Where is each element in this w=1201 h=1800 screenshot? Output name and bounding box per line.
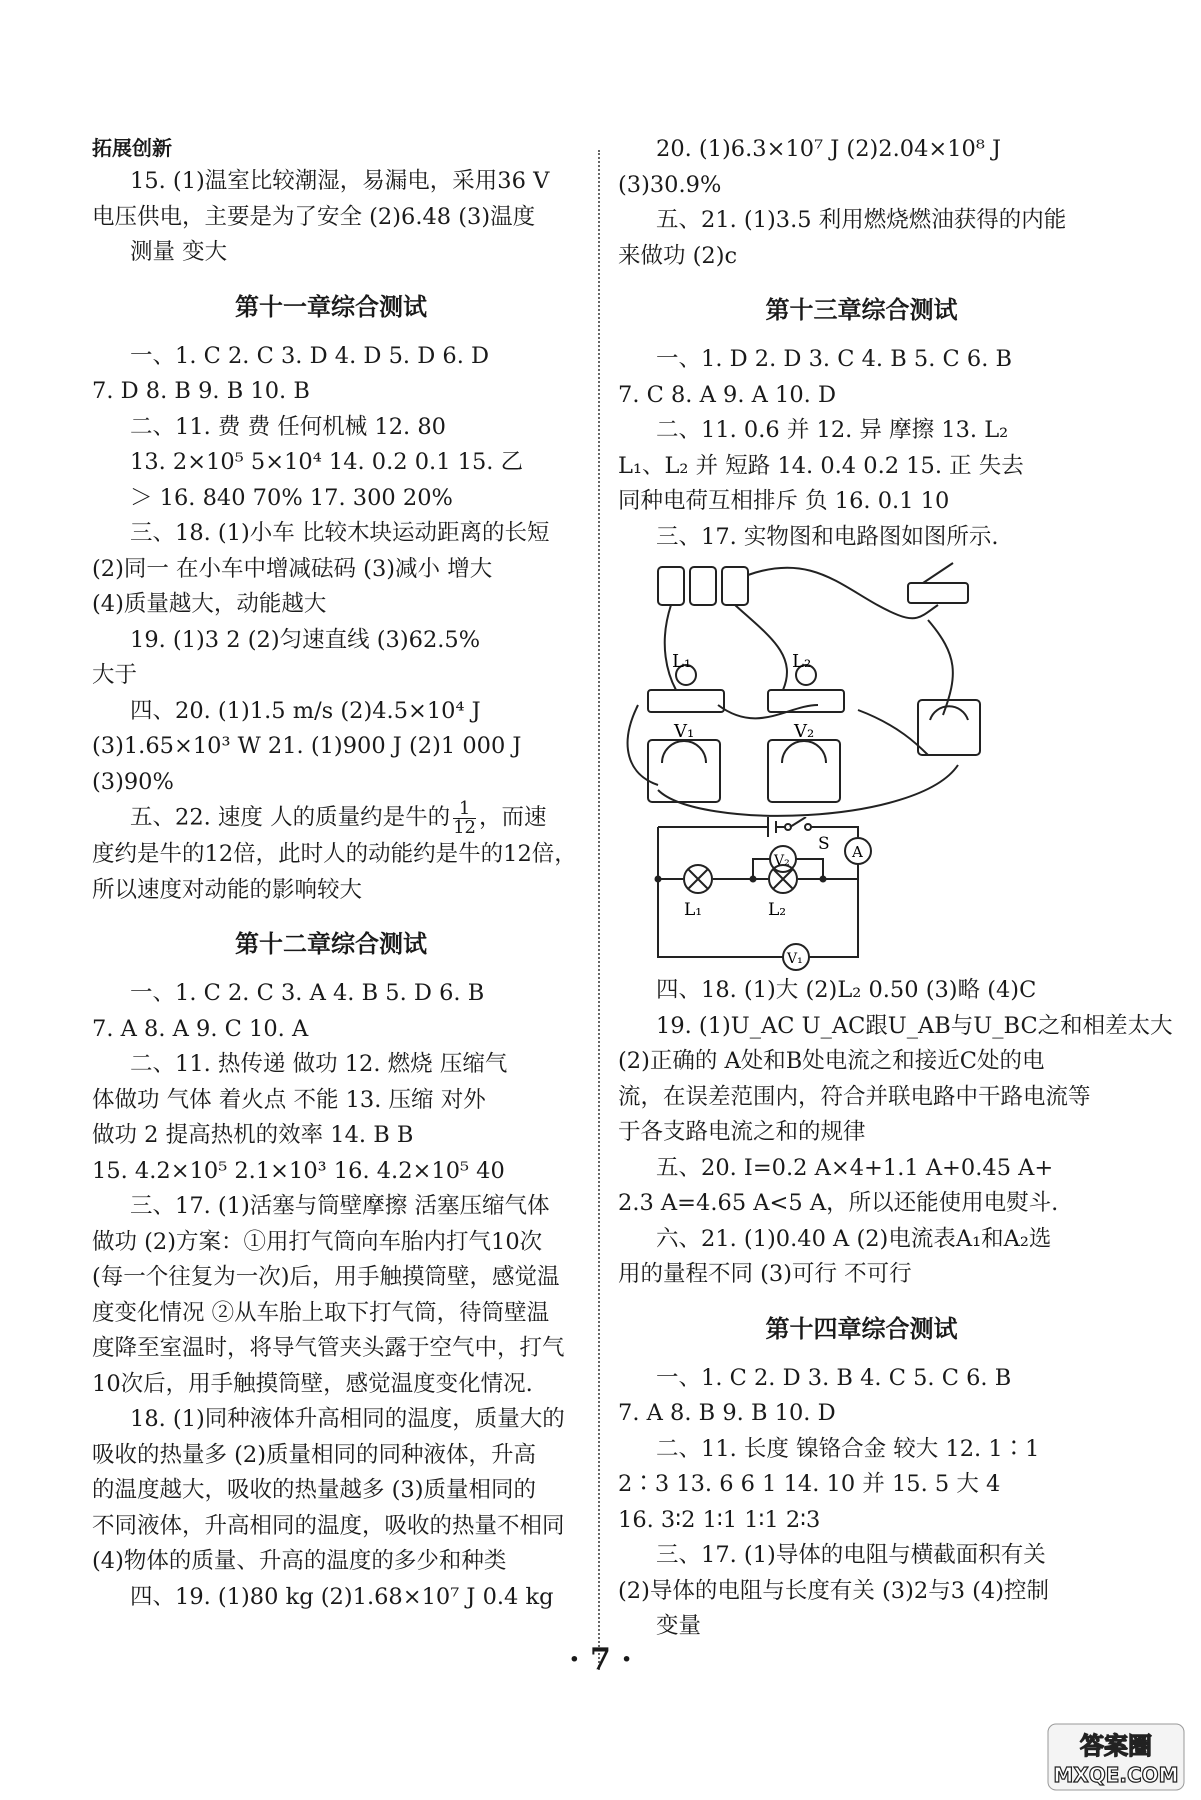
text-line: 大于 <box>92 662 138 688</box>
text-line: 测量 变大 <box>130 239 228 265</box>
text-line: 19. (1)3 2 (2)匀速直线 (3)62.5% <box>130 626 481 653</box>
text-line: 六、21. (1)0.40 A (2)电流表A₁和A₂选 <box>656 1225 1052 1252</box>
text-line: 一、1. C 2. C 3. D 4. D 5. D 6. D <box>130 342 490 369</box>
circuit-label-v2: V₂ <box>774 853 790 869</box>
sub-heading: 拓展创新 <box>92 136 172 160</box>
fig-label-l2: L₂ <box>792 651 812 672</box>
text-line: (3)90% <box>92 768 174 795</box>
text-line: (3)1.65×10³ W 21. (1)900 J (2)1 000 J <box>92 733 522 759</box>
text-line: 四、19. (1)80 kg (2)1.68×10⁷ J 0.4 kg <box>130 1583 554 1610</box>
text-line: 电压供电，主要是为了安全 (2)6.48 (3)温度 <box>92 203 536 230</box>
watermark-logo <box>1046 1722 1186 1792</box>
physical-circuit-figure <box>618 555 1105 817</box>
page-number: · 7 · <box>569 1642 632 1677</box>
fig-label-l1: L₁ <box>672 651 692 672</box>
text-line: 五、21. (1)3.5 利用燃烧燃油获得的内能 <box>656 207 1067 233</box>
section-heading: 第十三章综合测试 <box>765 296 958 324</box>
text-line: 三、17. (1)活塞与筒壁摩擦 活塞压缩气体 <box>130 1193 550 1219</box>
text-line: 所以速度对动能的影响较大 <box>92 876 363 903</box>
fraction-numerator: 1 <box>458 798 471 819</box>
text-line: (4)物体的质量、升高的温度的多少和种类 <box>92 1548 507 1574</box>
text-line: 三、18. (1)小车 比较木块运动距离的长短 <box>130 520 550 546</box>
text-line: (每一个往复为一次)后，用手触摸筒壁，感觉温 <box>92 1264 560 1290</box>
text-line: 用的量程不同 (3)可行 不可行 <box>618 1261 912 1287</box>
text-segment: 五、22. 速度 人的质量约是牛的 <box>130 804 451 831</box>
text-line: 流，在误差范围内，符合并联电路中干路电流等 <box>618 1083 1091 1110</box>
text-line: 一、1. D 2. D 3. C 4. B 5. C 6. B <box>656 346 1013 372</box>
text-line: 度降至室温时，将导气管夹头露于空气中，打气 <box>92 1335 565 1361</box>
column-divider <box>598 150 600 1670</box>
text-line: 二、11. 0.6 并 12. 异 摩擦 13. L₂ <box>656 417 1009 443</box>
left-column <box>92 132 577 1615</box>
text-line: (3)30.9% <box>618 171 722 198</box>
text-line: 做功 (2)方案：①用打气筒向车胎内打气10次 <box>92 1228 543 1255</box>
text-line: 变量 <box>656 1613 702 1639</box>
text-line: 20. (1)6.3×10⁷ J (2)2.04×10⁸ J <box>656 136 1002 162</box>
text-line: 10次后，用手触摸筒壁，感觉温度变化情况. <box>92 1370 533 1397</box>
text-line: 二、11. 费 费 任何机械 12. 80 <box>130 413 446 440</box>
text-line: 15. 4.2×10⁵ 2.1×10³ 16. 4.2×10⁵ 40 <box>92 1157 505 1184</box>
text-line: 7. A 8. B 9. B 10. D <box>618 1400 836 1426</box>
circuit-label-v1: V₁ <box>787 951 803 967</box>
text-line: 二、11. 热传递 做功 12. 燃烧 压缩气 <box>130 1051 508 1077</box>
text-line: 16. 3∶2 1∶1 1∶1 2∶3 <box>618 1506 821 1533</box>
text-line: 三、17. 实物图和电路图如图所示. <box>656 523 999 550</box>
text-line: 做功 2 提高热机的效率 14. B B <box>92 1122 414 1148</box>
section-heading: 第十四章综合测试 <box>765 1314 958 1343</box>
text-line: 2.3 A=4.65 A<5 A，所以还能使用电熨斗. <box>618 1190 1059 1216</box>
watermark-line1: 答案圈 <box>1080 1732 1152 1760</box>
right-column <box>618 132 1173 1645</box>
text-line: 同种电荷互相排斥 负 16. 0.1 10 <box>618 488 950 514</box>
text-line: 四、18. (1)大 (2)L₂ 0.50 (3)略 (4)C <box>656 977 1037 1003</box>
text-line: (2)同一 在小车中增减砝码 (3)减小 增大 <box>92 555 493 582</box>
text-line: 一、1. C 2. C 3. A 4. B 5. D 6. B <box>130 980 485 1006</box>
fraction-denominator: 12 <box>453 817 476 838</box>
text-line: 7. C 8. A 9. A 10. D <box>618 381 837 408</box>
text-line: 18. (1)同种液体升高相同的温度，质量大的 <box>130 1406 565 1432</box>
text-line: 五、20. I=0.2 A×4+1.1 A+0.45 A+ <box>656 1154 1054 1181</box>
text-line: 度变化情况 ②从车胎上取下打气筒，待筒壁温 <box>92 1299 550 1326</box>
text-line: 体做功 气体 着火点 不能 13. 压缩 对外 <box>92 1086 486 1113</box>
text-segment: ，而速 <box>479 804 547 831</box>
text-line: 7. A 8. A 9. C 10. A <box>92 1015 309 1042</box>
text-line: (2)导体的电阻与长度有关 (3)2与3 (4)控制 <box>618 1577 1050 1604</box>
section-heading: 第十二章综合测试 <box>235 930 427 958</box>
text-line: (2)正确的 A处和B处电流之和接近C处的电 <box>618 1048 1045 1074</box>
watermark-line2: MXQE.COM <box>1053 1763 1179 1787</box>
text-line: 来做功 (2)c <box>618 242 738 269</box>
text-line: 19. (1)U_AC U_AC跟U_AB与U_BC之和相差太大 <box>656 1012 1173 1039</box>
text-line: 于各支路电流之和的规律 <box>618 1119 866 1145</box>
text-line: ＞ 16. 840 70% 17. 300 20% <box>130 484 453 511</box>
fig-label-v1: V₁ <box>674 721 695 742</box>
text-line: 三、17. (1)导体的电阻与横截面积有关 <box>656 1542 1046 1568</box>
text-line: L₁、L₂ 并 短路 14. 0.4 0.2 15. 正 失去 <box>618 452 1024 479</box>
text-line: 吸收的热量多 (2)质量相同的同种液体，升高 <box>92 1441 537 1468</box>
text-line: (4)质量越大，动能越大 <box>92 591 327 617</box>
text-line: 二、11. 长度 镍铬合金 较大 12. 1∶1 <box>656 1435 1040 1462</box>
circuit-label-a: A <box>852 843 863 861</box>
text-line: 15. (1)温室比较潮湿，易漏电，采用36 V <box>130 168 550 194</box>
circuit-label-s: S <box>818 834 830 854</box>
text-line: 13. 2×10⁵ 5×10⁴ 14. 0.2 0.1 15. 乙 <box>130 449 524 475</box>
circuit-diagram <box>618 817 1105 973</box>
fraction <box>453 800 476 837</box>
fig-label-v2: V₂ <box>794 721 815 742</box>
text-line: 的温度越大，吸收的热量越多 (3)质量相同的 <box>92 1477 537 1503</box>
text-line <box>92 800 570 837</box>
text-line: 四、20. (1)1.5 m/s (2)4.5×10⁴ J <box>130 697 481 724</box>
circuit-label-l2: L₂ <box>768 900 787 920</box>
text-line: 度约是牛的12倍，此时人的动能约是牛的12倍， <box>92 841 577 867</box>
text-line: 一、1. C 2. D 3. B 4. C 5. C 6. B <box>656 1364 1012 1391</box>
section-heading: 第十一章综合测试 <box>235 292 427 321</box>
text-line: 2∶3 13. 6 6 1 14. 10 并 15. 5 大 4 <box>618 1471 1001 1497</box>
circuit-label-l1: L₁ <box>684 900 703 920</box>
text-line: 不同液体，升高相同的温度，吸收的热量不相同 <box>92 1512 565 1539</box>
text-line: 7. D 8. B 9. B 10. B <box>92 378 310 404</box>
